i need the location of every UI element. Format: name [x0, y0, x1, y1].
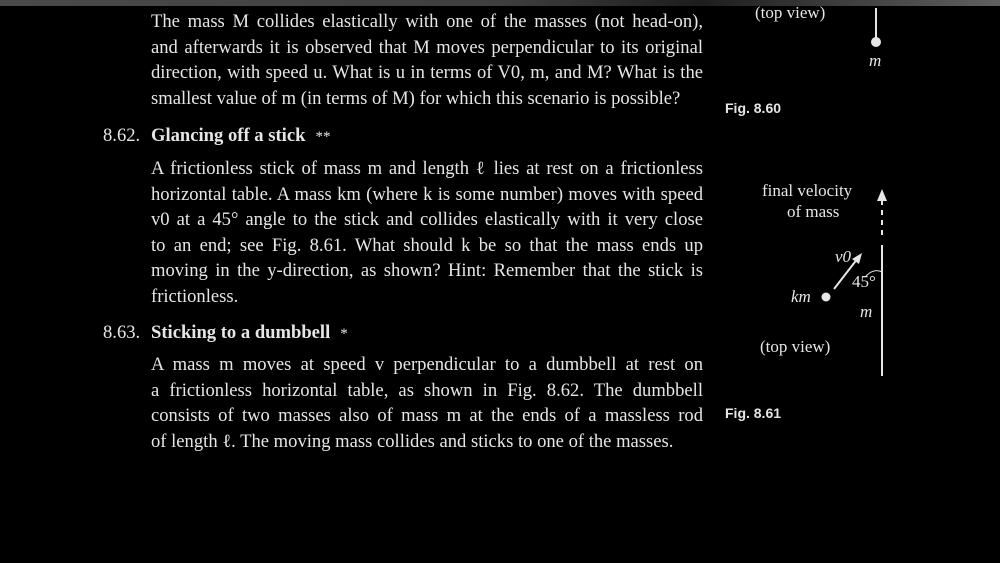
problem-number: 8.63. — [103, 322, 141, 343]
text-line: moving in the y-direction, as shown? Hint: Remember that the stick is — [151, 260, 703, 281]
fig-8-61-top-view-label: (top view) — [760, 337, 831, 356]
fig-8-60-caption: Fig. 8.60 — [725, 100, 782, 116]
problem-number: 8.62. — [103, 125, 141, 146]
text-line: direction, with speed u. What is u in terms of V0, m, and M? What is the — [151, 62, 703, 83]
text-line: smallest value of m (in terms of M) for which this scenario is possible? — [151, 87, 681, 109]
fig-8-60-top-view-label: (top view) — [755, 3, 826, 22]
fig-8-61-angle-label: 45° — [852, 272, 876, 291]
fig-8-61-km-mass — [822, 293, 831, 302]
text-line: and afterwards it is observed that M moves perpendicular to its original — [151, 36, 703, 58]
difficulty-stars: ** — [315, 129, 331, 145]
text-line: to an end; see Fig. 8.61. What should k be so that the mass ends up — [151, 234, 703, 256]
fig-8-60-mass-label: m — [869, 51, 882, 70]
fig-8-61-v0-label: v0 — [835, 247, 852, 266]
fig-8-61-m-label: m — [860, 302, 873, 321]
text-line: consists of two masses also of mass m at the ends of a massless rod — [151, 405, 703, 426]
fig-8-61-km-label: km — [791, 287, 811, 306]
fig-8-61-final-velocity-arrowhead — [877, 189, 887, 201]
text-line: of length ℓ. The moving mass collides and sticks to one of the masses. — [151, 430, 674, 452]
text-line: v0 at a 45° angle to the stick and collides elastically with it very close — [151, 209, 703, 230]
difficulty-stars: * — [340, 326, 348, 342]
fig-8-60-mass-dot — [871, 37, 881, 47]
fig-8-61-caption: Fig. 8.61 — [725, 405, 782, 421]
fig-8-61-final-velocity-label: final velocity — [762, 181, 853, 200]
text-line: A mass m moves at speed v perpendicular to a dumbbell at rest on — [151, 354, 703, 375]
problem-title: Sticking to a dumbbell — [151, 322, 331, 343]
text-line: a frictionless horizontal table, as shown in Fig. 8.62. The dumbbell — [151, 379, 703, 401]
text-line: A frictionless stick of mass m and length ℓ lies at rest on a frictionless — [151, 158, 703, 179]
text-line: horizontal table. A mass km (where k is some number) moves with speed — [151, 183, 703, 205]
problem-title: Glancing off a stick — [151, 125, 306, 146]
text-line: The mass M collides elastically with one of the masses (not head-on), — [151, 11, 703, 32]
text-line: frictionless. — [151, 285, 239, 307]
fig-8-61-final-velocity-label-2: of mass — [787, 202, 840, 221]
